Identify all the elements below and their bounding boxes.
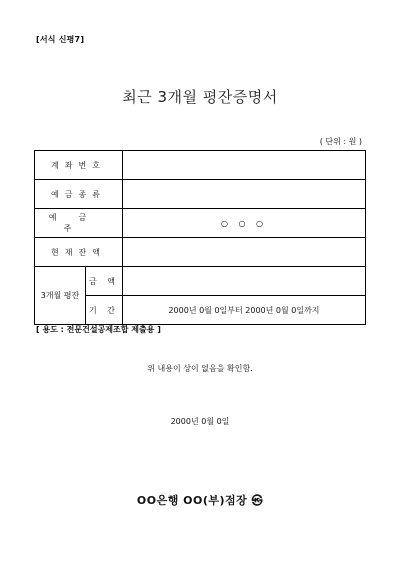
table-row-avg-amount: [35, 267, 366, 296]
purpose-note: [ 용도 : 전문건설공제조합 제출용 ]: [36, 325, 161, 334]
form-number: [서식 신평7]: [36, 35, 85, 44]
document-title: 최근 3개월 평잔증명서: [122, 88, 278, 106]
amount-value: [123, 267, 366, 296]
deposit-type-label: 예금종류: [35, 180, 123, 209]
period-value: 2000년 0월 0일부터 2000년 0월 0일까지: [123, 296, 366, 325]
table-row-depositor: [35, 209, 366, 238]
confirmation-text: 위 내용이 상이 없음을 확인함.: [147, 364, 253, 373]
current-balance-label: 현재잔액: [35, 238, 123, 267]
depositor-value: ○ ○ ○: [123, 209, 366, 238]
depositor-label: 예금주: [35, 209, 123, 238]
table-row-account-number: [35, 151, 366, 180]
avg-balance-label: 3개월 평잔: [35, 267, 86, 325]
account-number-label: 계좌번호: [35, 151, 123, 180]
table-row-deposit-type: [35, 180, 366, 209]
amount-label: 금 액: [86, 267, 123, 296]
signer-line: OO은행 OO(부)점장 ㉿: [136, 494, 264, 507]
current-balance-value: [123, 238, 366, 267]
period-label: 기 간: [86, 296, 123, 325]
table-row-current-balance: [35, 238, 366, 267]
unit-label: ( 단위 : 원 ): [319, 137, 362, 146]
account-number-value: [123, 151, 366, 180]
deposit-type-value: [123, 180, 366, 209]
issue-date: 2000년 0월 0일: [170, 417, 230, 426]
certificate-table: [34, 150, 366, 325]
